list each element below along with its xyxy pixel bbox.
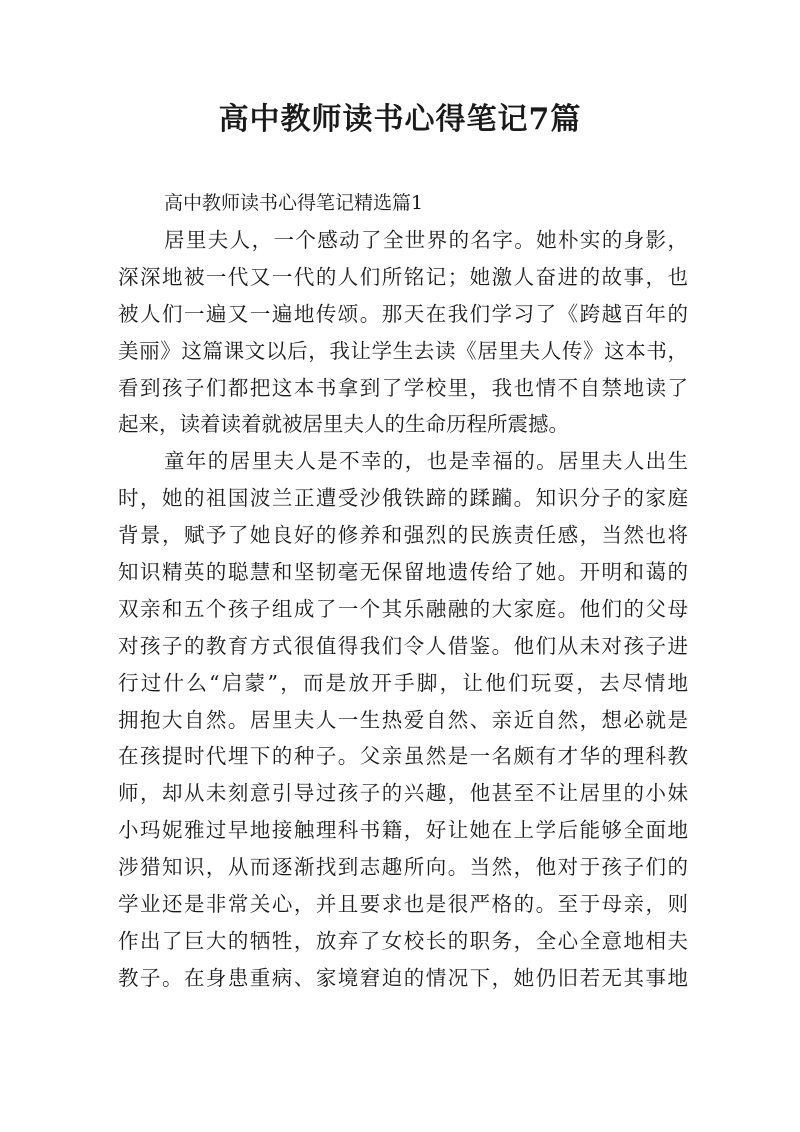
- text-line: 拥抱大自然。居里夫人一生热爱自然、亲近自然，想必就是: [118, 707, 688, 732]
- text-line: 背景，赋予了她良好的修养和强烈的民族责任感，当然也将: [118, 523, 688, 548]
- text-line: 双亲和五个孩子组成了一个其乐融融的大家庭。他们的父母: [118, 596, 688, 621]
- text-line: 知识精英的聪慧和坚韧毫无保留地遗传给了她。开明和蔼的: [118, 560, 688, 585]
- text-line: 美丽》这篇课文以后，我让学生去读《居里夫人传》这本书，: [118, 338, 688, 363]
- document-title: 高中教师读书心得笔记7篇: [218, 102, 582, 137]
- text-line: 师，却从未刻意引导过孩子的兴趣，他甚至不让居里的小妹: [118, 781, 688, 806]
- text-line: 童年的居里夫人是不幸的，也是幸福的。居里夫人出生: [164, 449, 688, 474]
- text-line: 小玛妮雅过早地接触理科书籍，好让她在上学后能够全面地: [118, 818, 688, 843]
- text-line: 作出了巨大的牺牲，放弃了女校长的职务，全心全意地相夫: [118, 928, 688, 953]
- section-subtitle: 高中教师读书心得笔记精选篇1: [164, 192, 424, 214]
- text-line: 看到孩子们都把这本书拿到了学校里，我也情不自禁地读了: [118, 375, 688, 400]
- text-line: 行过什么“启蒙”，而是放开手脚，让他们玩耍，去尽情地: [118, 670, 688, 695]
- text-line: 对孩子的教育方式很值得我们令人借鉴。他们从未对孩子进: [118, 633, 688, 658]
- text-line: 涉猎知识，从而逐渐找到志趣所向。当然，他对于孩子们的: [118, 855, 688, 880]
- text-line: 学业还是非常关心，并且要求也是很严格的。至于母亲，则: [118, 892, 688, 917]
- text-line: 在孩提时代埋下的种子。父亲虽然是一名颇有才华的理科教: [118, 744, 688, 769]
- text-line: 居里夫人，一个感动了全世界的名字。她朴实的身影，: [164, 228, 688, 252]
- text-line: 深深地被一代又一代的人们所铭记；她激人奋进的故事，也: [118, 264, 688, 289]
- text-line: 教子。在身患重病、家境窘迫的情况下，她仍旧若无其事地: [118, 965, 688, 990]
- text-line: 起来，读着读着就被居里夫人的生命历程所震撼。: [118, 412, 569, 437]
- text-line: 时，她的祖国波兰正遭受沙俄铁蹄的蹂躏。知识分子的家庭: [118, 486, 688, 511]
- text-line: 被人们一遍又一遍地传颂。那天在我们学习了《跨越百年的: [118, 301, 688, 326]
- body-text: [118, 222, 688, 997]
